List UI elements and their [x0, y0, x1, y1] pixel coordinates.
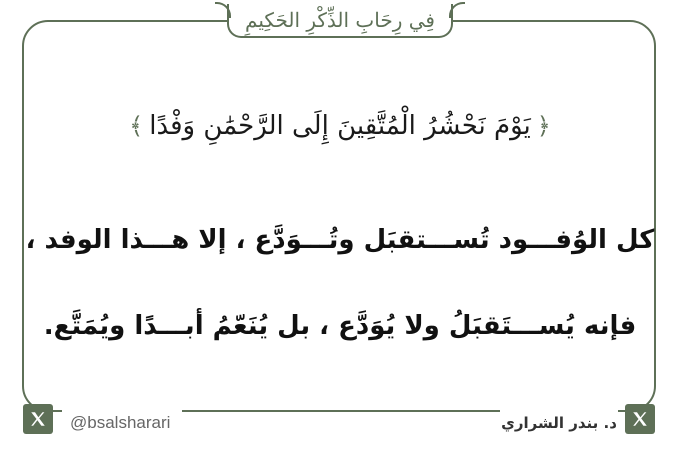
body-line-1: كل الوُفـــود تُســـتقبَل وتُـــوَدَّع ، إلا هـــذا الوفد ،	[25, 225, 655, 255]
verse-text: يَوْمَ نَحْشُرُ الْمُتَّقِينَ إِلَى الرَّحْمَٰنِ وَفْدًا	[149, 111, 531, 141]
x-logo-icon[interactable]	[625, 404, 655, 434]
quran-verse	[60, 104, 620, 148]
verse-open-ornament: ﴿	[536, 112, 551, 140]
page-title: فِي رِحَابِ الذِّكْرِ الحَكِيمِ	[245, 8, 435, 32]
social-handle[interactable]: @bsalsharari	[62, 410, 182, 436]
header-tab	[227, 4, 453, 38]
author-name: د. بندر الشراري	[500, 410, 618, 436]
body-line-2: فإنه يُســـتَقبَلُ ولا يُوَدَّع ، بل يُنَعّمُ أبـــدًا ويُمَتَّع.	[43, 311, 637, 341]
verse-close-ornament: ﴾	[129, 112, 144, 140]
x-logo-icon[interactable]	[23, 404, 53, 434]
